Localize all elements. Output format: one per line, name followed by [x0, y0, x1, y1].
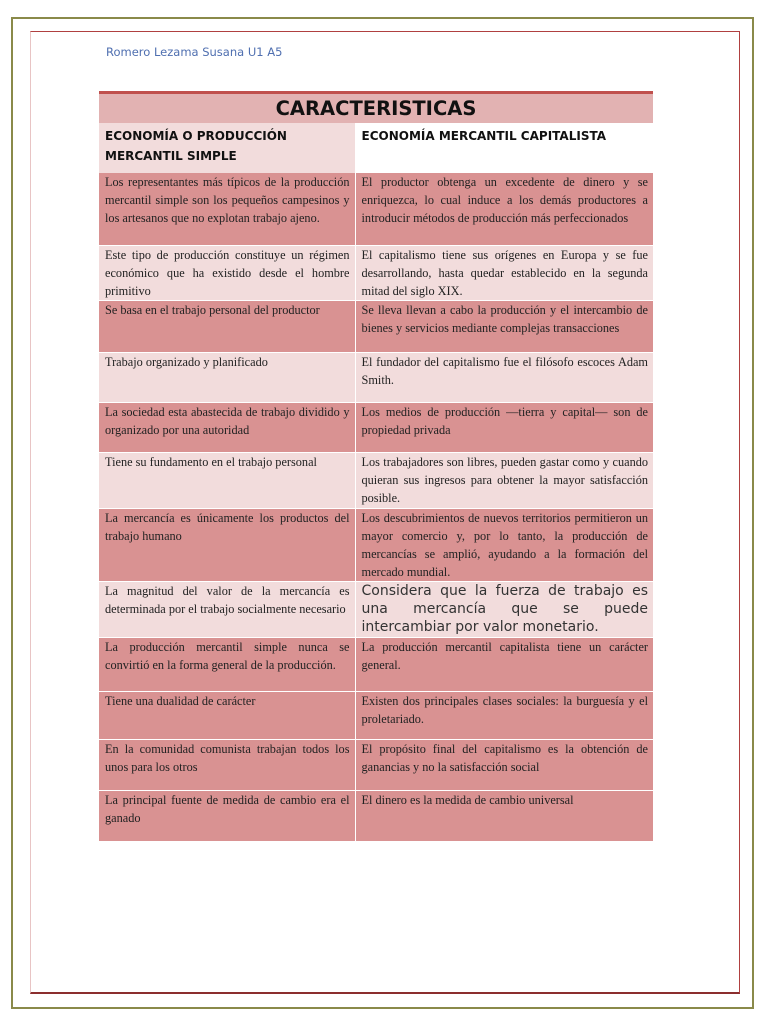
cell-simple: Este tipo de producción constituye un régimen económico que ha existido desde el hombre primitivo — [99, 245, 355, 300]
cell-simple: La producción mercantil simple nunca se convirtió en la forma general de la producción. — [99, 637, 355, 691]
table-row — [99, 402, 653, 452]
table-title: CARACTERISTICAS — [99, 93, 653, 124]
cell-capitalista: Existen dos principales clases sociales: la burguesía y el proletariado. — [355, 691, 653, 739]
table-row — [99, 691, 653, 739]
table-row — [99, 352, 653, 402]
table-title-row — [99, 93, 653, 124]
cell-simple: La magnitud del valor de la mercancía es determinada por el trabajo socialmente necesario — [99, 581, 355, 637]
table-row — [99, 300, 653, 352]
cell-capitalista: El capitalismo tiene sus orígenes en Europa y se fue desarrollando, hasta quedar establecido en la segunda mitad del siglo XIX. — [355, 245, 653, 300]
table-header-row — [99, 123, 653, 173]
cell-simple: En la comunidad comunista trabajan todos los unos para los otros — [99, 739, 355, 790]
column-header-simple: ECONOMÍA O PRODUCCIÓN MERCANTIL SIMPLE — [99, 123, 355, 173]
cell-capitalista: Considera que la fuerza de trabajo es una mercancía que se puede intercambiar por valor monetario. — [355, 581, 653, 637]
cell-capitalista: Los descubrimientos de nuevos territorios permitieron un mayor comercio y, por lo tanto, la producción de mercancías se amplió, ayudando a la formación del mercado mundial. — [355, 508, 653, 581]
cell-simple: Los representantes más típicos de la producción mercantil simple son los pequeños campesinos y los artesanos que no explotan trabajo ajeno. — [99, 173, 355, 245]
cell-capitalista: El propósito final del capitalismo es la obtención de ganancias y no la satisfacción social — [355, 739, 653, 790]
cell-simple: La principal fuente de medida de cambio era el ganado — [99, 790, 355, 841]
cell-simple: Trabajo organizado y planificado — [99, 352, 355, 402]
cell-capitalista: Los trabajadores son libres, pueden gastar como y cuando quieran sus ingresos para obtener la mayor satisfacción posible. — [355, 452, 653, 508]
cell-simple: Tiene su fundamento en el trabajo personal — [99, 452, 355, 508]
table-row — [99, 173, 653, 245]
cell-simple: La mercancía es únicamente los productos del trabajo humano — [99, 508, 355, 581]
cell-capitalista: Los medios de producción —tierra y capital— son de propiedad privada — [355, 402, 653, 452]
cell-capitalista: La producción mercantil capitalista tiene un carácter general. — [355, 637, 653, 691]
table-row — [99, 637, 653, 691]
cell-capitalista: Se lleva llevan a cabo la producción y el intercambio de bienes y servicios mediante complejas transacciones — [355, 300, 653, 352]
cell-capitalista: El fundador del capitalismo fue el filósofo escoces Adam Smith. — [355, 352, 653, 402]
table-row — [99, 245, 653, 300]
document-header: Romero Lezama Susana U1 A5 — [106, 45, 283, 59]
table-row — [99, 581, 653, 637]
cell-simple: Tiene una dualidad de carácter — [99, 691, 355, 739]
table-row — [99, 790, 653, 841]
table-row — [99, 452, 653, 508]
table-row — [99, 739, 653, 790]
cell-simple: Se basa en el trabajo personal del productor — [99, 300, 355, 352]
cell-simple: La sociedad esta abastecida de trabajo dividido y organizado por una autoridad — [99, 402, 355, 452]
table-row — [99, 508, 653, 581]
characteristics-table — [99, 91, 653, 842]
cell-capitalista: El productor obtenga un excedente de dinero y se enriquezca, lo cual induce a los demás productores a introducir métodos de producción más perfeccionados — [355, 173, 653, 245]
column-header-capitalista: ECONOMÍA MERCANTIL CAPITALISTA — [355, 123, 653, 173]
cell-capitalista: El dinero es la medida de cambio universal — [355, 790, 653, 841]
